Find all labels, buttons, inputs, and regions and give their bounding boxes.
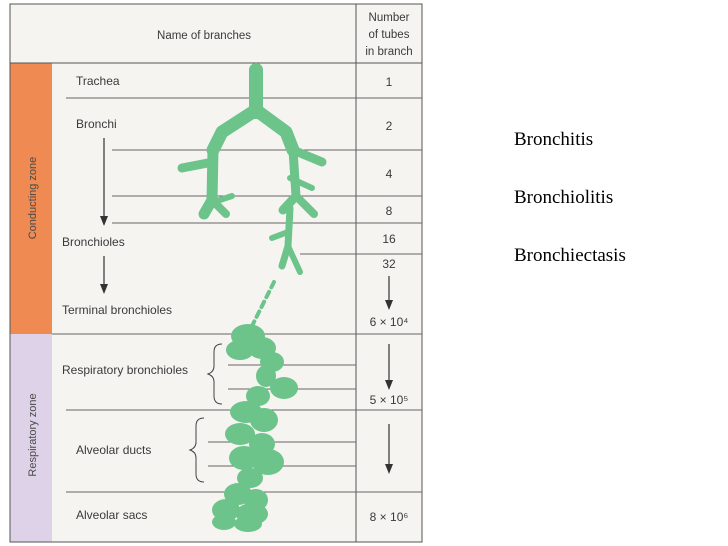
conducting-zone-label: Conducting zone (27, 156, 39, 240)
header-branches: Name of branches (157, 30, 251, 42)
label-alveolar-ducts: Alveolar ducts (76, 443, 152, 457)
count-bronchi: 2 (385, 119, 393, 133)
count-32: 32 (382, 257, 396, 271)
label-trachea: Trachea (76, 74, 120, 88)
label-alveolar-sacs: Alveolar sacs (76, 508, 148, 522)
header-tubes-line3: in branch (365, 46, 413, 58)
count-8: 8 (385, 204, 393, 218)
label-bronchi: Bronchi (76, 117, 117, 131)
header-tubes-line2: of tubes (368, 29, 410, 41)
label-terminal-bronchioles: Terminal bronchioles (62, 303, 173, 317)
count-terminal: 6 × 10⁴ (369, 315, 409, 329)
disease-bronchiectasis: Bronchiectasis (514, 245, 626, 266)
respiratory-zone-label: Respiratory zone (27, 393, 39, 477)
count-4: 4 (385, 167, 393, 181)
count-16: 16 (382, 232, 396, 246)
header-tubes-line1: Number (368, 12, 410, 24)
count-respiratory: 5 × 10⁵ (369, 393, 409, 407)
label-bronchioles: Bronchioles (62, 235, 125, 249)
label-respiratory-bronchioles: Respiratory bronchioles (62, 363, 189, 377)
disease-bronchitis: Bronchitis (514, 129, 594, 150)
disease-bronchiolitis: Bronchiolitis (514, 187, 614, 208)
count-alveolar-sacs: 8 × 10⁶ (369, 510, 409, 524)
figure-background (10, 4, 422, 542)
count-trachea: 1 (385, 75, 393, 89)
